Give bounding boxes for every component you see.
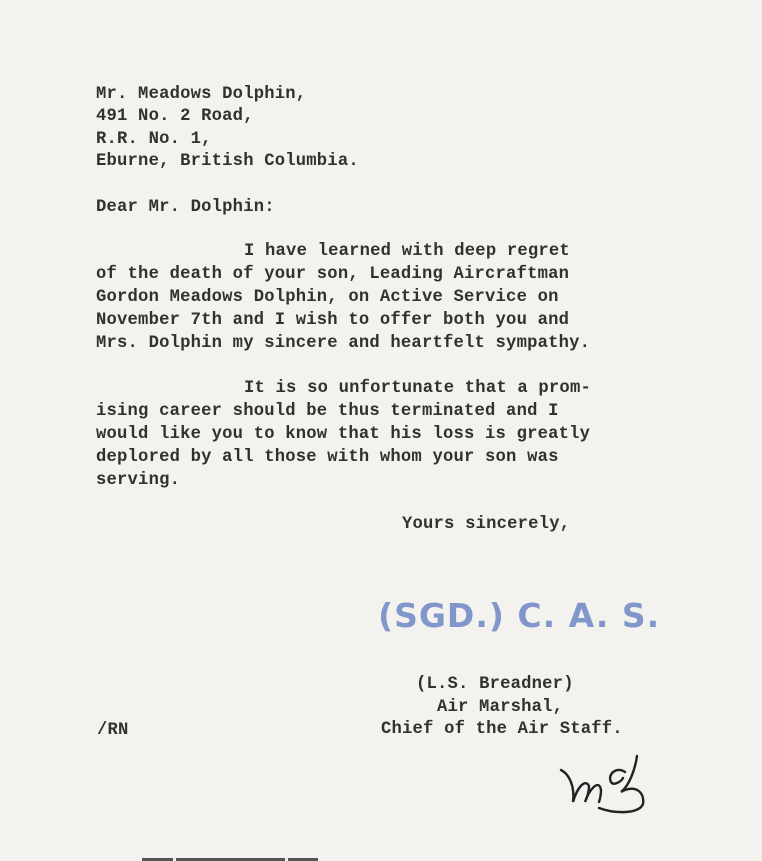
handwritten-initials-icon [555,752,665,827]
address-line: Mr. Meadows Dolphin, [96,85,307,104]
signatory-name: (L.S. Breadner) [416,675,574,694]
body-line: ising career should be thus terminated and I [96,402,559,421]
salutation: Dear Mr. Dolphin: [96,198,275,217]
signature-stamp: (SGD.) C. A. S. [378,596,661,635]
body-line: I have learned with deep regret [244,242,570,261]
body-line: November 7th and I wish to offer both you and [96,311,570,330]
body-line: deplored by all those with whom your son was [96,448,559,467]
body-line: It is so unfortunate that a prom- [244,379,591,398]
reference-initials: /RN [97,721,129,740]
closing: Yours sincerely, [402,515,571,534]
body-line: Gordon Meadows Dolphin, on Active Service on [96,288,559,307]
body-line: of the death of your son, Leading Aircraftman [96,265,570,284]
address-line: Eburne, British Columbia. [96,152,359,171]
address-line: R.R. No. 1, [96,130,212,149]
body-line: serving. [96,471,181,490]
address-line: 491 No. 2 Road, [96,107,254,126]
signatory-rank: Air Marshal, [437,698,564,717]
body-line: would like you to know that his loss is greatly [96,425,591,444]
body-line: Mrs. Dolphin my sincere and heartfelt sympathy. [96,334,591,353]
signatory-title: Chief of the Air Staff. [381,720,623,739]
